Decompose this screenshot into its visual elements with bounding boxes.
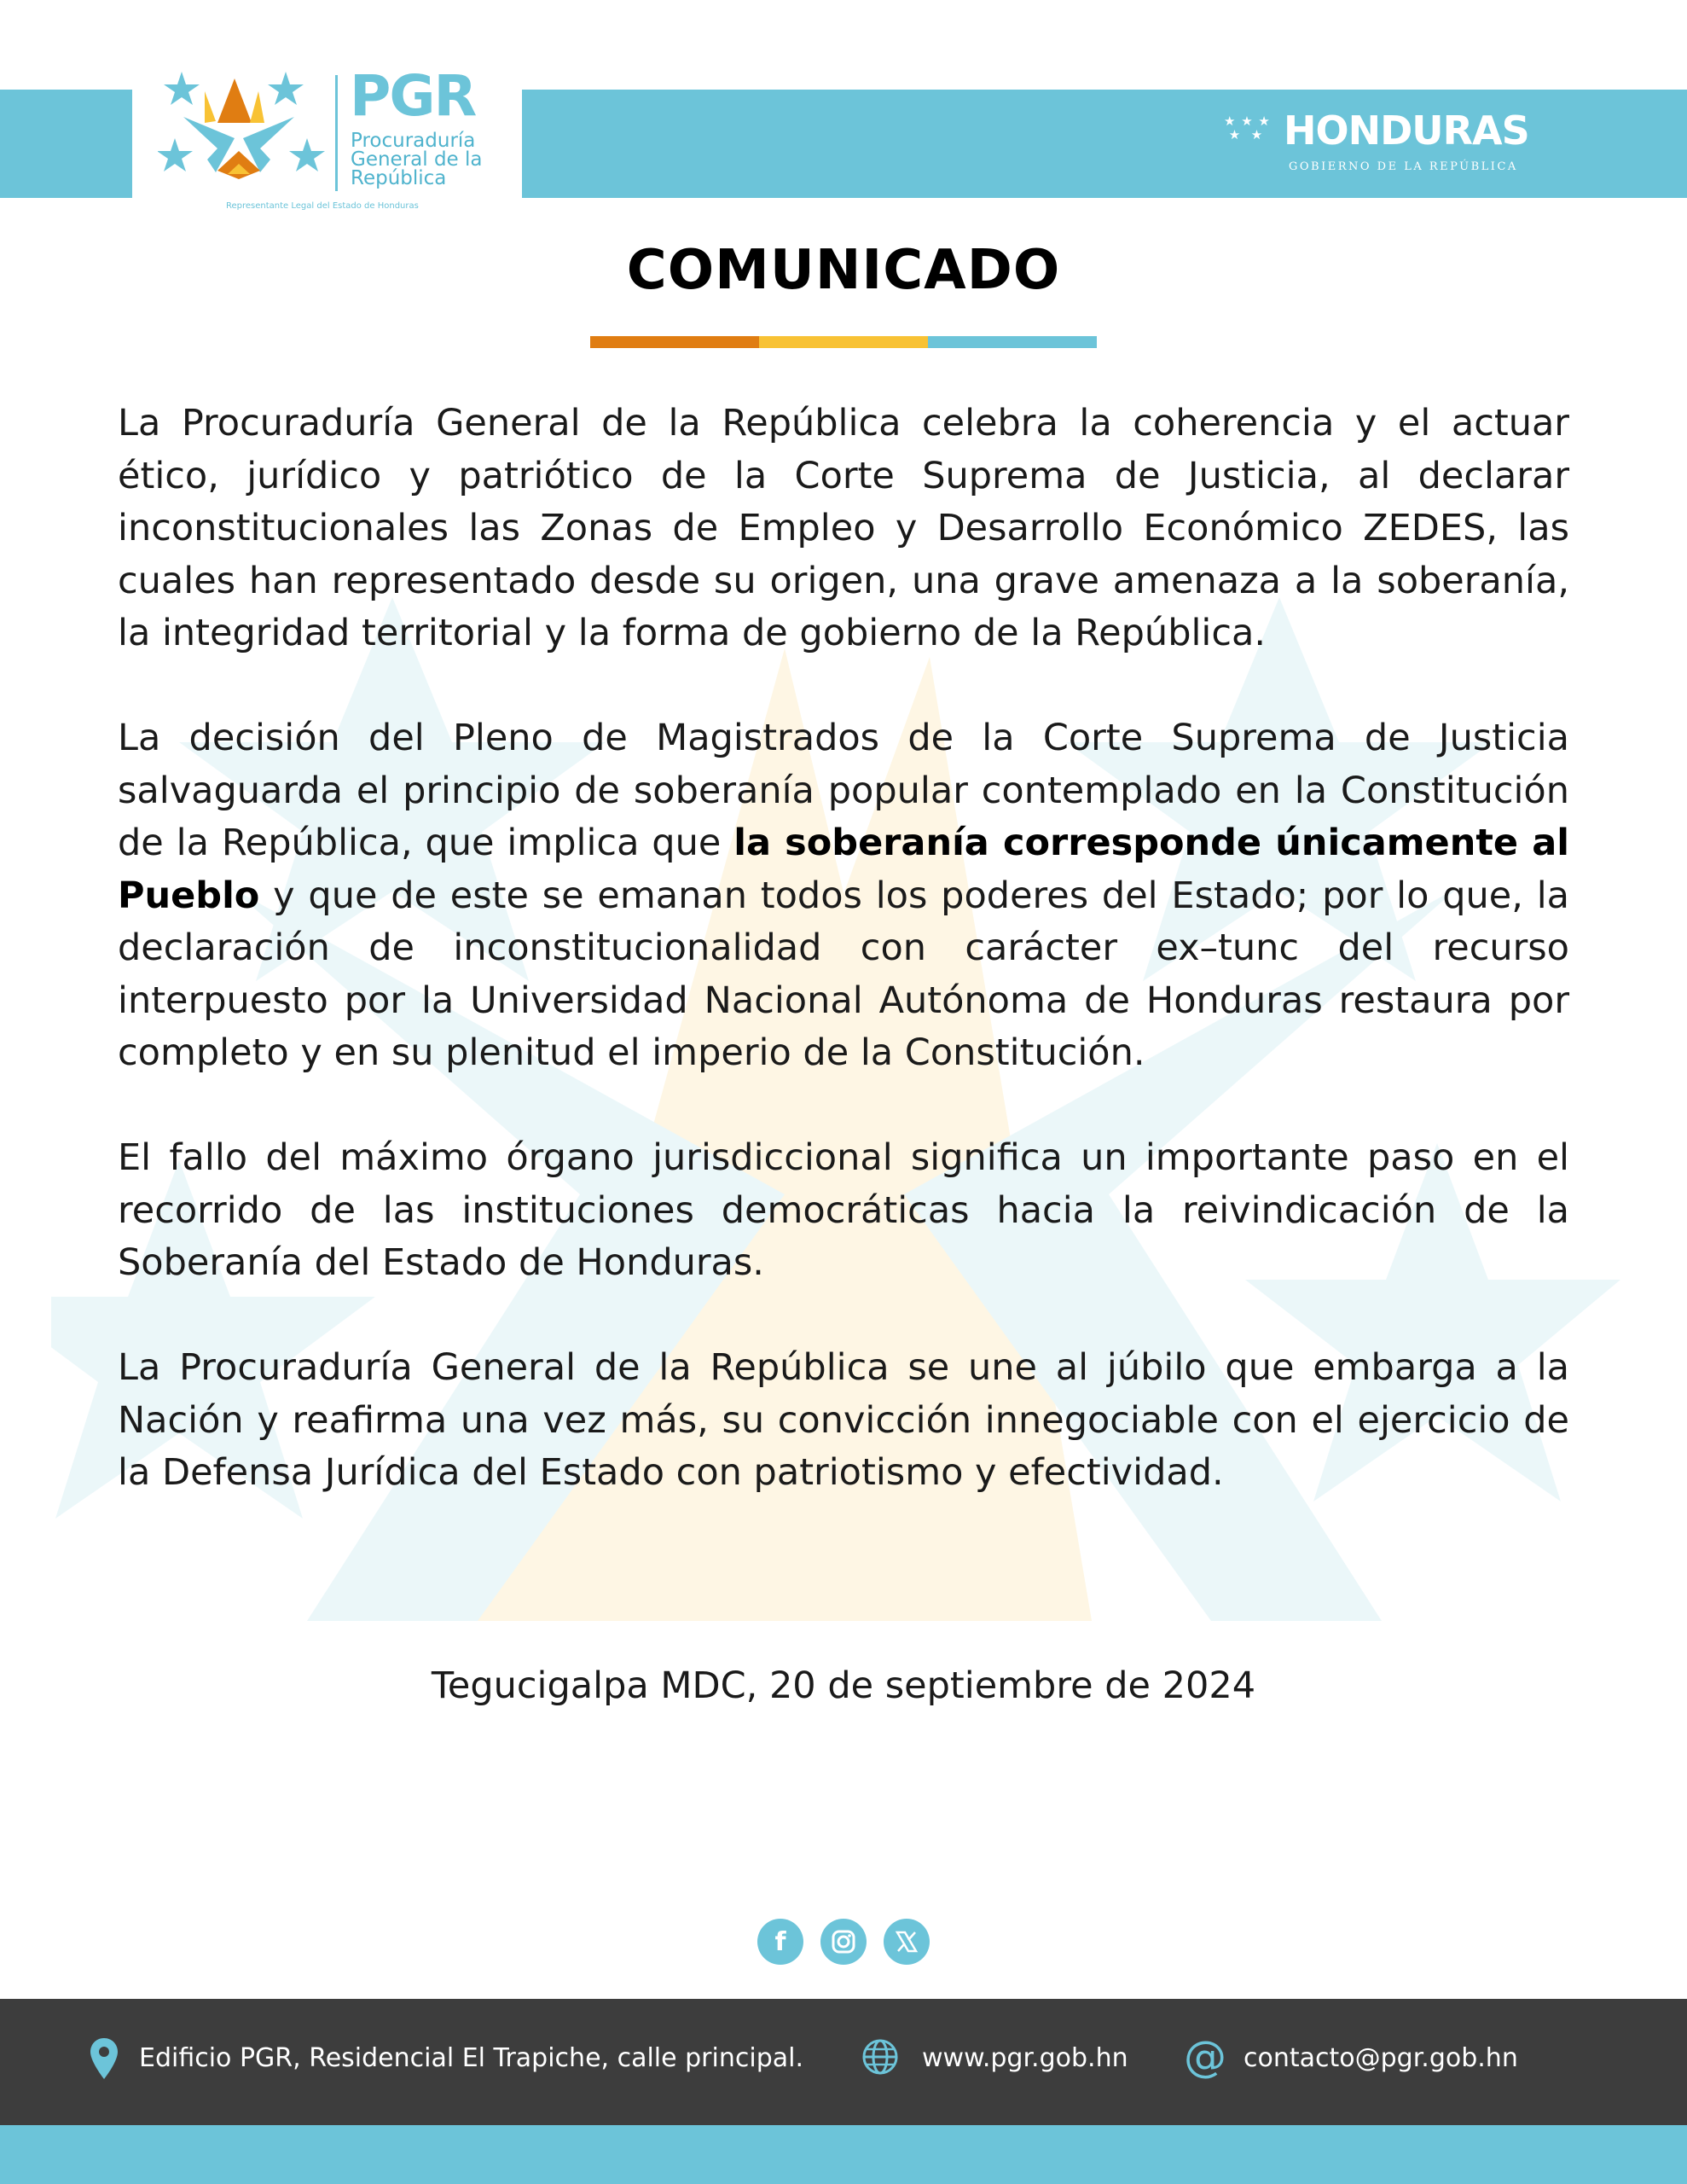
pgr-stars-emblem-icon — [158, 70, 337, 198]
logo-divider — [335, 75, 338, 191]
logo-acronym: PGR — [350, 63, 476, 129]
communique-body — [118, 398, 1569, 1552]
logo-tagline: Representante Legal del Estado de Honduras — [226, 201, 419, 211]
instagram-icon[interactable] — [820, 1919, 867, 1965]
paragraph: La Procuraduría General de la República se une al júbilo que embarga a la Nación y reafirma una vez más, su convicción innegociable con el ejercicio de la Defensa Jurídica del Estado con patriotismo y efectividad. — [118, 1346, 1569, 1494]
logo-name — [351, 131, 483, 188]
page-title: COMUNICADO — [626, 239, 1061, 302]
globe-icon — [861, 2038, 899, 2079]
pgr-logo — [132, 51, 522, 222]
title-underline-blue — [928, 336, 1097, 348]
honduras-stars-icon: ★ ★ ★ ★ ★ — [1224, 113, 1271, 142]
communique-date: Tegucigalpa MDC, 20 de septiembre de 2024 — [431, 1664, 1256, 1707]
logo-name-line: Procuraduría — [351, 130, 476, 152]
footer-website-link[interactable]: www.pgr.gob.hn — [922, 2043, 1128, 2073]
footer-address: Edificio PGR, Residencial El Trapiche, calle principal. — [139, 2043, 803, 2073]
title-underline-yellow — [759, 336, 928, 348]
honduras-title: HONDURAS — [1284, 107, 1529, 154]
paragraph: El fallo del máximo órgano jurisdiccional significa un importante paso en el recorrido de las instituciones democráticas hacia la reivindicación de la Soberanía del Estado de Honduras. — [118, 1136, 1569, 1284]
footer-band — [0, 2125, 1687, 2184]
honduras-subtitle: GOBIERNO DE LA REPÚBLICA — [1289, 160, 1518, 173]
logo-name-line: República — [351, 167, 447, 189]
paragraph-emphasis: la soberanía corresponde únicamente al Pueblo — [118, 822, 1569, 917]
location-pin-icon — [89, 2036, 119, 2084]
paragraph: La Procuraduría General de la República celebra la coherencia y el actuar ético, jurídico y patriótico de la Corte Suprema de Justicia, al declarar inconstitucionales las Zonas de Empleo y Desarrollo Económico ZEDES, las cuales han representado desde su origen, una grave amenaza a la soberanía, la integridad territorial y la forma de gobierno de la República. — [118, 402, 1569, 654]
paragraph-text: y que de este se emanan todos los poderes del Estado; por lo que, la declaración de inconstitucionalidad con carácter ex–tunc del recurso interpuesto por la Universidad Nacional Autónoma de Honduras restaura por completo y en su plenitud el imperio de la Constitución. — [118, 874, 1569, 1074]
at-sign-icon: @ — [1184, 2032, 1226, 2082]
footer — [0, 1999, 1687, 2125]
logo-name-line: General de la — [351, 148, 483, 171]
paragraph — [118, 712, 1569, 1080]
x-icon[interactable] — [884, 1919, 930, 1965]
facebook-icon[interactable]: f — [757, 1919, 803, 1965]
header-band-left — [0, 90, 132, 198]
footer-email-link[interactable]: contacto@pgr.gob.hn — [1244, 2043, 1518, 2073]
title-underline-orange — [590, 336, 759, 348]
paragraph-text: La decisión del Pleno de Magistrados de la Corte Suprema de Justicia salvaguarda el principio de soberanía popular contemplado en la Constitución de la República, que implica que — [118, 717, 1569, 864]
